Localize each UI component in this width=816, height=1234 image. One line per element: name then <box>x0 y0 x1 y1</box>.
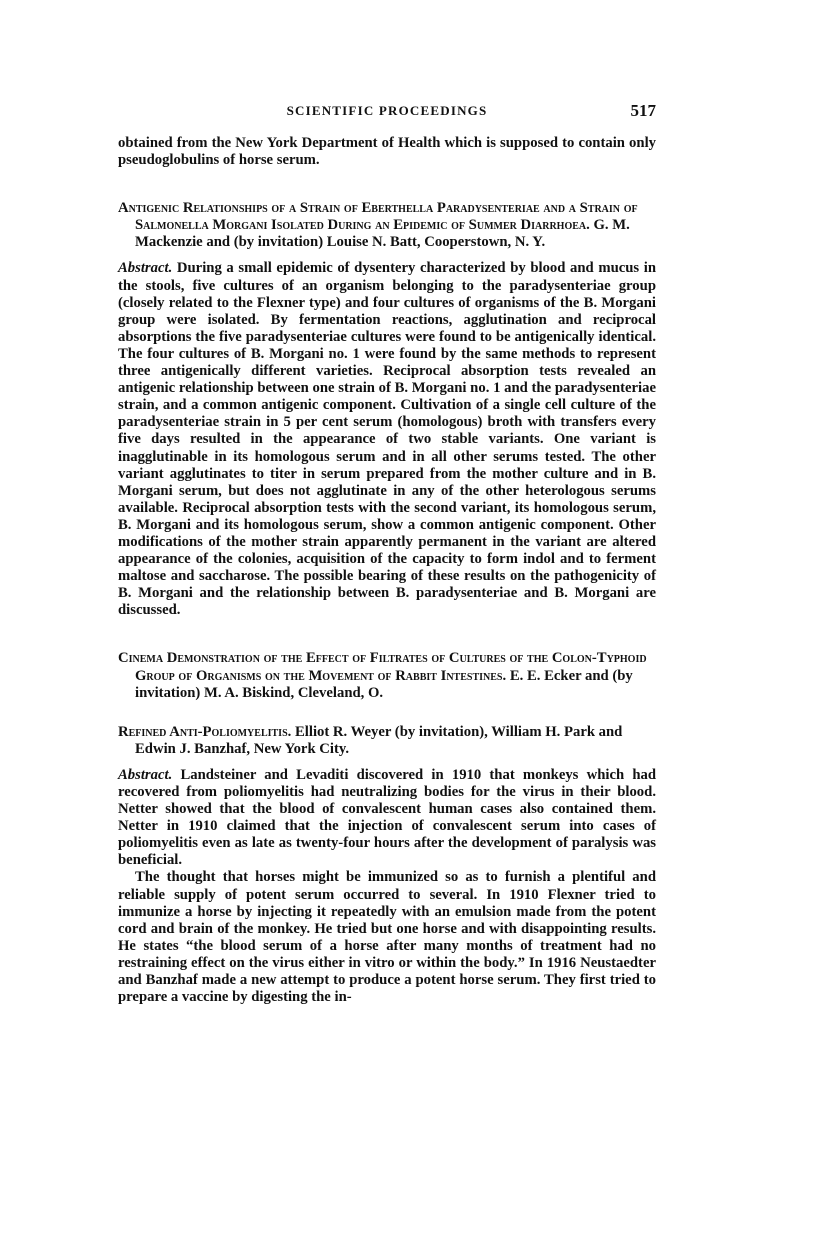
running-title: SCIENTIFIC PROCEEDINGS <box>286 103 488 118</box>
abstract-label: Abstract. <box>118 766 173 783</box>
article-heading <box>118 200 656 251</box>
article-authors: Elliot R. Weyer (by invitation), William H. Park and Edwin J. Banzhaf, New York City. <box>135 723 623 757</box>
article-authors: G. M. Mackenzie and (by invitation) Louise N. Batt, Cooperstown, N. Y. <box>135 217 630 251</box>
page-body <box>118 135 656 1006</box>
article-title: Cinema Demonstration of the Effect of Filtrates of Cultures of the Colon-Typhoid Group of Organisms on the Movement of Rabbit Intestines. <box>118 650 647 684</box>
article-abstract <box>118 767 656 870</box>
article-abstract <box>118 260 656 619</box>
abstract-text: During a small epidemic of dysentery characterized by blood and mucus in the stools, five cultures of an organism belonging to the paradysenteriae group (closely related to the Flexner type) and four cultures of organisms of the B. Morgani group were isolated. By fermentation reactions, agglutination and reciprocal absorptions the five paradysenteriae cultures were found to be antigenically identical. The four cultures of B. Morgani no. 1 were found by the same methods to represent three antigenically different varieties. Reciprocal absorption tests revealed an antigenic relationship between one strain of B. Morgani no. 1 and the paradysenteriae strain, and a common antigenic component. Cultivation of a single cell culture of the paradysenteriae strain in 5 per cent serum (homologous) broth with transfers every five days resulted in the appearance of two stable variants. One variant is inagglutinable in its homologous serum and in all other serums tested. The other variant agglutinates to titer in serum prepared from the mother culture and in B. Morgani serum, but does not agglutinate in any of the other heterologous serums available. Reciprocal absorption tests with the second variant, its homologous serum, B. Morgani and its homologous serum, show a common antigenic component. Other modifications of the mother strain apparently permanent in the variant are altered appearance of the colonies, acquisition of the capacity to form indol and to ferment maltose and saccharose. The possible bearing of these results on the pathogenicity of B. Morgani and the relationship between B. paradysenteriae and B. Morgani are discussed. <box>118 260 657 619</box>
page-number: 517 <box>630 101 656 120</box>
body-paragraph: The thought that horses might be immunized so as to furnish a plentiful and reliable supply of potent serum occurred to several. In 1910 Flexner tried to immunize a horse by injecting it repeatedly with an emulsion made from the potent cord and brain of the monkey. He tried but one horse and with disappointing results. He states “the blood serum of a horse after many months of treatment had no restraining effect on the virus either in vitro or within the body.” In 1916 Neustaedter and Banzhaf made a new attempt to produce a potent horse serum. They first tried to prepare a vaccine by digesting the in- <box>118 869 656 1006</box>
article-title: Refined Anti-Poliomyelitis. <box>118 723 292 740</box>
running-head <box>118 101 656 123</box>
article-title: Antigenic Relationships of a Strain of Eberthella Paradysenteriae and a Strain of Salmonella Morgani Isolated During an Epidemic of Summer Diarrhoea. <box>118 200 638 234</box>
article-authors: E. E. Ecker and (by invitation) M. A. Biskind, Cleveland, O. <box>135 667 633 701</box>
abstract-text: Landsteiner and Levaditi discovered in 1910 that monkeys which had recovered from poliomyelitis had neutralizing bodies for the virus in their blood. Netter showed that the blood of convalescent human cases also contained them. Netter in 1910 claimed that the injection of convalescent serum into cases of poliomyelitis even as late as twenty-four hours after the development of paralysis was beneficial. <box>118 766 656 869</box>
continued-paragraph: obtained from the New York Department of Health which is supposed to contain only pseudoglobulins of horse serum. <box>118 135 656 169</box>
article-heading <box>118 650 656 701</box>
article-heading <box>118 724 656 758</box>
abstract-label: Abstract. <box>118 260 173 277</box>
